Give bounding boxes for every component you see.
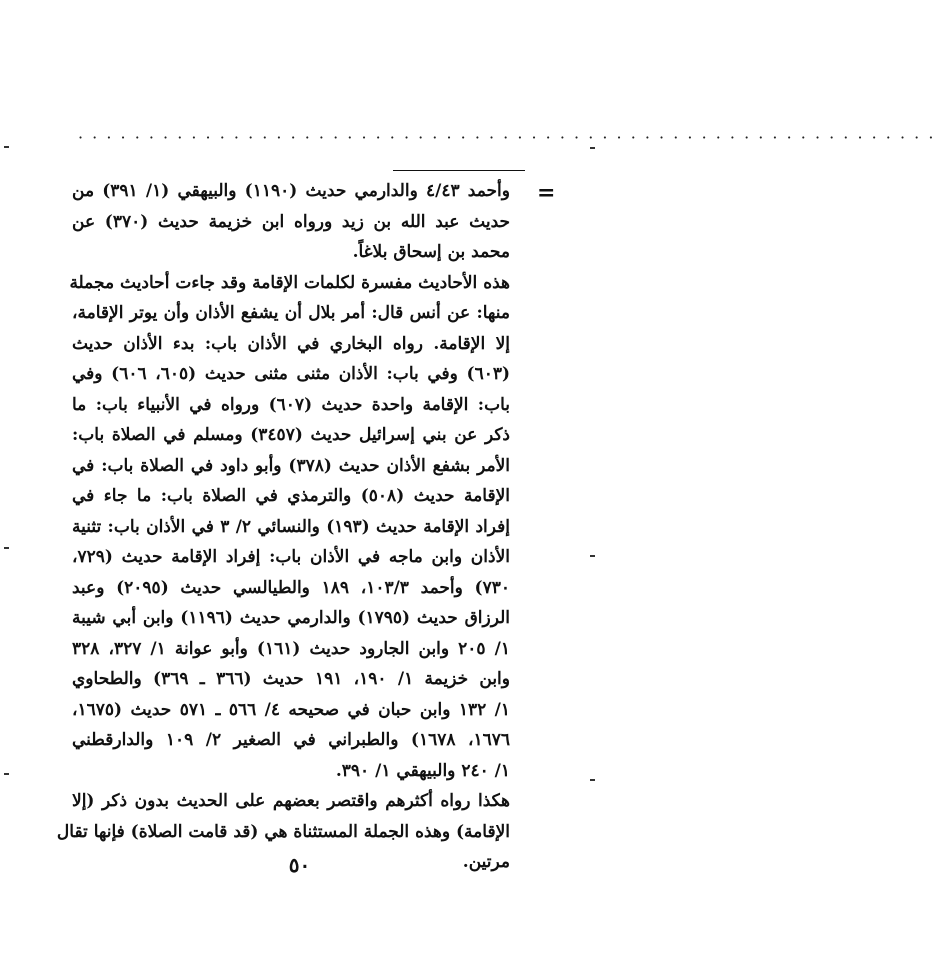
text-line: ٧٣٠) وأحمد ١٠٣/٣، ١٨٩ والطيالسي حديث (٢٠٩٥) وعبد bbox=[72, 577, 510, 598]
page-number: ٥٠ bbox=[288, 853, 311, 877]
footnote-text bbox=[56, 176, 511, 878]
text-line: ١/ ٢٤٠ والبيهقي ١/ ٣٩٠. bbox=[335, 760, 510, 781]
scan-margin-mark bbox=[590, 555, 595, 557]
scan-margin-mark bbox=[590, 147, 595, 149]
text-line: (٦٠٣) وفي باب: الأذان مثنى مثنى حديث (٦٠٥، ٦٠٦) وفي bbox=[72, 364, 511, 384]
text-line: محمد بن إسحاق بلاغاً. bbox=[352, 242, 510, 262]
footnote-rule bbox=[393, 170, 525, 171]
dotted-separator: · · · · · · · · · · · · · · · · · · · · · · · · · · · · · · · · · · · · · · · · · · · · · · · · · · · · · · · · · · · · · bbox=[78, 128, 935, 147]
text-line: الأذان وابن ماجه في الأذان باب: إفراد الإقامة حديث (٧٢٩، bbox=[72, 547, 510, 567]
text-line: منها: عن أنس قال: أمر بلال أن يشفع الأذان وأن يوتر الإقامة، bbox=[72, 303, 510, 323]
scan-margin-mark bbox=[590, 779, 595, 781]
text-line: إفراد الإقامة حديث (١٩٣) والنسائي ٢/ ٣ في الأذان باب: تثنية bbox=[72, 516, 511, 537]
text-line: مرتين. bbox=[462, 852, 510, 872]
text-line: هذه الأحاديث مفسرة لكلمات الإقامة وقد جاءت أحاديث مجملة bbox=[69, 272, 510, 293]
footnote-continuation-marker: = bbox=[537, 180, 556, 206]
text-line: حديث عبد الله بن زيد ورواه ابن خزيمة حديث (٣٧٠) عن bbox=[72, 211, 510, 232]
text-line: ١/ ١٣٢ وابن حبان في صحيحه ٤/ ٥٦٦ ـ ٥٧١ حديث (١٦٧٥، bbox=[72, 699, 510, 720]
text-line: إلا الإقامة. رواه البخاري في الأذان باب: بدء الأذان حديث bbox=[72, 333, 510, 354]
text-line: ١٦٧٦، ١٦٧٨) والطبراني في الصغير ٢/ ١٠٩ والدارقطني bbox=[72, 730, 510, 750]
scan-margin-mark bbox=[4, 547, 9, 549]
text-line: الإقامة حديث (٥٠٨) والترمذي في الصلاة باب: ما جاء في bbox=[72, 486, 510, 506]
text-line: الأمر بشفع الأذان حديث (٣٧٨) وأبو داود في الصلاة باب: في bbox=[72, 455, 511, 476]
scan-margin-mark bbox=[4, 146, 9, 148]
text-line: الإقامة) وهذه الجملة المستثناة هي (قد قامت الصلاة) فإنها تقال bbox=[56, 821, 510, 842]
text-line: ذكر عن بني إسرائيل حديث (٣٤٥٧) ومسلم في الصلاة باب: bbox=[72, 425, 510, 445]
text-line: باب: الإقامة واحدة حديث (٦٠٧) ورواه في الأنبياء باب: ما bbox=[72, 394, 510, 415]
text-line: وأحمد ٤/٤٣ والدارمي حديث (١١٩٠) والبيهقي (١/ ٣٩١) من bbox=[72, 181, 510, 201]
text-line: وابن خزيمة ١/ ١٩٠، ١٩١ حديث (٣٦٦ ـ ٣٦٩) والطحاوي bbox=[72, 669, 510, 689]
scan-margin-mark bbox=[4, 773, 9, 775]
text-line: الرزاق حديث (١٧٩٥) والدارمي حديث (١١٩٦) وابن أبي شيبة bbox=[72, 608, 510, 628]
text-line: هكذا رواه أكثرهم واقتصر بعضهم على الحديث بدون ذكر (إلا bbox=[72, 791, 510, 811]
text-line: ١/ ٢٠٥ وابن الجارود حديث (١٦١) وأبو عوانة ١/ ٣٢٧، ٣٢٨ bbox=[72, 638, 510, 659]
